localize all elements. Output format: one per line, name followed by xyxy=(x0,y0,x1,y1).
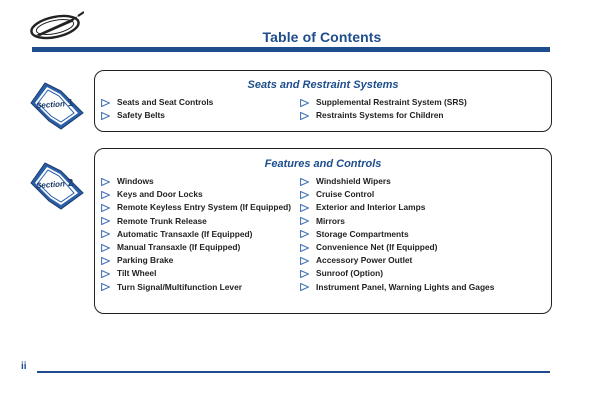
toc-item[interactable] xyxy=(101,215,291,228)
toc-item-label: Restraints Systems for Children xyxy=(316,110,444,121)
section-1-box xyxy=(94,70,552,132)
toc-item[interactable] xyxy=(101,267,291,280)
arrow-bullet-icon xyxy=(300,204,309,212)
arrow-bullet-icon xyxy=(101,217,110,225)
toc-item-label: Safety Belts xyxy=(117,110,165,121)
toc-item-label: Seats and Seat Controls xyxy=(117,97,214,107)
toc-item-label: Convenience Net (If Equipped) xyxy=(316,241,438,252)
toc-item-label: Exterior and Interior Lamps xyxy=(316,202,426,213)
arrow-bullet-icon xyxy=(101,257,110,265)
toc-item-label: Sunroof (Option) xyxy=(316,268,383,279)
toc-item-label: Accessory Power Outlet xyxy=(316,255,413,266)
toc-item[interactable] xyxy=(101,241,291,254)
arrow-bullet-icon xyxy=(300,191,309,199)
toc-item-label: Supplemental Restraint System (SRS) xyxy=(316,97,467,107)
toc-item[interactable] xyxy=(300,175,494,188)
toc-item-label: Remote Trunk Release xyxy=(117,215,207,226)
arrow-bullet-icon xyxy=(101,270,110,278)
toc-item[interactable] xyxy=(300,109,467,122)
toc-item[interactable] xyxy=(300,201,494,214)
arrow-bullet-icon xyxy=(101,244,110,252)
toc-item[interactable] xyxy=(101,281,291,294)
toc-item-label: Windshield Wipers xyxy=(316,176,391,186)
title-rule xyxy=(32,47,550,52)
toc-item-label: Automatic Transaxle (If Equipped) xyxy=(117,228,253,239)
toc-item-label: Parking Brake xyxy=(117,255,174,266)
toc-item-label: Storage Compartments xyxy=(316,228,409,239)
arrow-bullet-icon xyxy=(300,99,309,107)
section-1-word: Section xyxy=(35,99,66,111)
arrow-bullet-icon xyxy=(101,204,110,212)
section-2-number: 2 xyxy=(67,177,74,190)
toc-item[interactable] xyxy=(300,215,494,228)
toc-item[interactable] xyxy=(101,228,291,241)
toc-item[interactable] xyxy=(300,228,494,241)
toc-item-label: Mirrors xyxy=(316,215,345,226)
toc-item-label: Manual Transaxle (If Equipped) xyxy=(117,241,241,252)
toc-item-label: Tilt Wheel xyxy=(117,268,157,279)
arrow-bullet-icon xyxy=(101,283,110,291)
toc-item-label: Turn Signal/Multifunction Lever xyxy=(117,281,243,292)
section-2-left-column xyxy=(101,175,291,294)
page-title: Table of Contents xyxy=(262,29,382,45)
toc-item-label: Keys and Door Locks xyxy=(117,189,203,200)
arrow-bullet-icon xyxy=(300,270,309,278)
arrow-bullet-icon xyxy=(300,112,309,120)
arrow-bullet-icon xyxy=(300,230,309,238)
section-2-title[interactable]: Features and Controls xyxy=(264,158,382,170)
toc-item[interactable] xyxy=(101,188,291,201)
arrow-bullet-icon xyxy=(300,217,309,225)
section-1-left-column xyxy=(101,96,213,122)
toc-item[interactable] xyxy=(300,281,494,294)
toc-item[interactable] xyxy=(101,254,291,267)
section-2-box xyxy=(94,148,552,314)
arrow-bullet-icon xyxy=(300,283,309,291)
toc-item-label: Windows xyxy=(117,176,154,186)
section-2-word: Section xyxy=(35,179,66,191)
arrow-bullet-icon xyxy=(300,178,309,186)
toc-item-label: Instrument Panel, Warning Lights and Gages xyxy=(316,281,495,292)
arrow-bullet-icon xyxy=(101,99,110,107)
section-1-number: 1 xyxy=(67,97,74,110)
section-1-title[interactable]: Seats and Restraint Systems xyxy=(247,79,399,91)
page-number: ii xyxy=(21,361,27,372)
section-2-right-column xyxy=(300,175,494,294)
section-1-right-column xyxy=(300,96,467,122)
arrow-bullet-icon xyxy=(101,178,110,186)
toc-item[interactable] xyxy=(300,241,494,254)
arrow-bullet-icon xyxy=(300,257,309,265)
arrow-bullet-icon xyxy=(101,230,110,238)
toc-item-label: Remote Keyless Entry System (If Equipped) xyxy=(117,202,292,213)
toc-item[interactable] xyxy=(101,96,213,109)
arrow-bullet-icon xyxy=(101,112,110,120)
toc-item[interactable] xyxy=(300,267,494,280)
toc-item[interactable] xyxy=(300,96,467,109)
arrow-bullet-icon xyxy=(101,191,110,199)
toc-item[interactable] xyxy=(101,175,291,188)
toc-item[interactable] xyxy=(101,109,213,122)
toc-item[interactable] xyxy=(300,254,494,267)
arrow-bullet-icon xyxy=(300,244,309,252)
oldsmobile-logo-icon xyxy=(28,10,84,42)
toc-item[interactable] xyxy=(101,201,291,214)
toc-item[interactable] xyxy=(300,188,494,201)
toc-item-label: Cruise Control xyxy=(316,189,375,200)
footer-rule xyxy=(37,371,550,373)
